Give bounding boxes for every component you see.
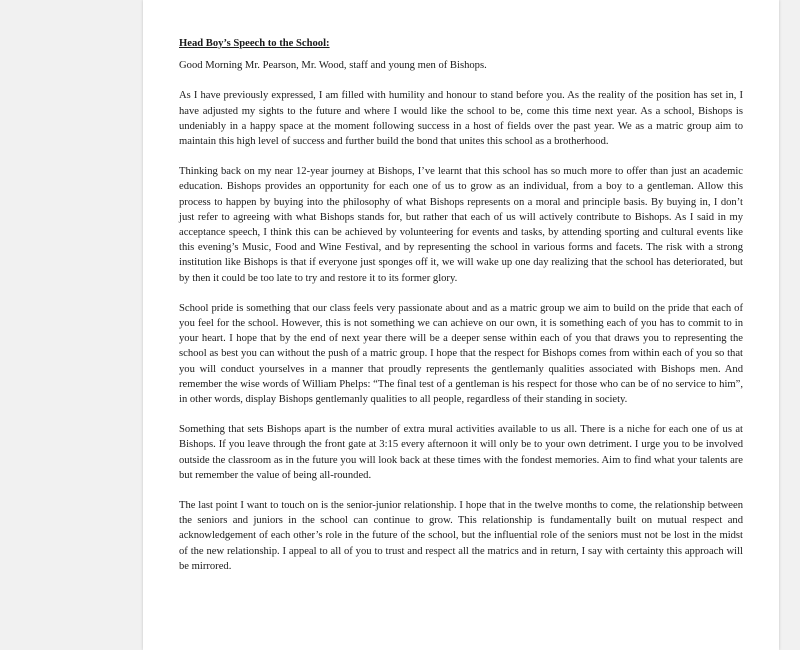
greeting-line: Good Morning Mr. Pearson, Mr. Wood, staff and young men of Bishops. (179, 60, 487, 72)
paragraph-2: Thinking back on my near 12-year journey at Bishops, I’ve learnt that this school has so much more to offer than just an academic education. Bishops provides an opportunity for each one of us to grow as an individual, from a boy to a gentleman. Allow this process to happen by buying into the philosophy of what Bishops represents on a moral and principle basis. By buying in, I don’t just refer to agreeing with what Bishops stands for, but rather that each of us will actively contribute to Bishops. As I said in my acceptance speech, I think this can be achieved by volunteering for events and tasks, by attending sporting and cultural events like this evening’s Music, Food and Wine Festival, and by representing the school in various forms and facets. The risk with a strong institution like Bishops is that if everyone just sponges off it, we will wake up one day realizing that the school has deteriorated, but by then it could be too late to try and restore it to its former glory. (179, 166, 743, 284)
paragraph-1: As I have previously expressed, I am filled with humility and honour to stand before you. As the reality of the position has set in, I have adjusted my sights to the future and where I would like the school to be, come this time next year. As a school, Bishops is undeniably in a happy space at the moment following success in a host of fields over the past year. We as a matric group aim to maintain this high level of success and further build the bond that unites this school as a brotherhood. (179, 90, 743, 148)
paragraph-4: Something that sets Bishops apart is the number of extra mural activities available to us all. There is a niche for each one of us at Bishops. If you leave through the front gate at 3:15 every afternoon it will only be to your own detriment. I urge you to be involved outside the classroom as in the future you will look back at these times with the fondest memories. Aim to find what your talents are but remember the value of being all-rounded. (179, 424, 743, 481)
document-page (143, 0, 779, 650)
paragraph-5: The last point I want to touch on is the senior-junior relationship. I hope that in the twelve months to come, the relationship between the seniors and juniors in the school can continue to grow. This relationship is fundamentally built on mutual respect and acknowledgement of each other’s role in the future of the school, but the influential role of the seniors must not be lost in the midst of the new relationship. I appeal to all of you to trust and respect all the matrics and in return, I say with certainty this approach will be mirrored. (179, 500, 743, 572)
document-title: Head Boy’s Speech to the School: (179, 38, 330, 49)
paragraph-3: School pride is something that our class feels very passionate about and as a matric group we aim to build on the pride that each of you feel for the school. However, this is not something we can achieve on our own, it is something each of you has to commit to in your heart. I hope that by the end of next year there will be a deeper sense within each of you that draws you to representing the school as best you can without the push of a matric group. I hope that the respect for Bishops comes from within each of you so that you will conduct yourselves in a manner that proudly represents the gentlemanly qualities associated with Bishops men. And remember the wise words of William Phelps: “The final test of a gentleman is his respect for those who can be of no service to him”, in other words, display Bishops gentlemanly qualities to all people, regardless of their standing in society. (179, 302, 743, 406)
document-body (179, 36, 743, 589)
